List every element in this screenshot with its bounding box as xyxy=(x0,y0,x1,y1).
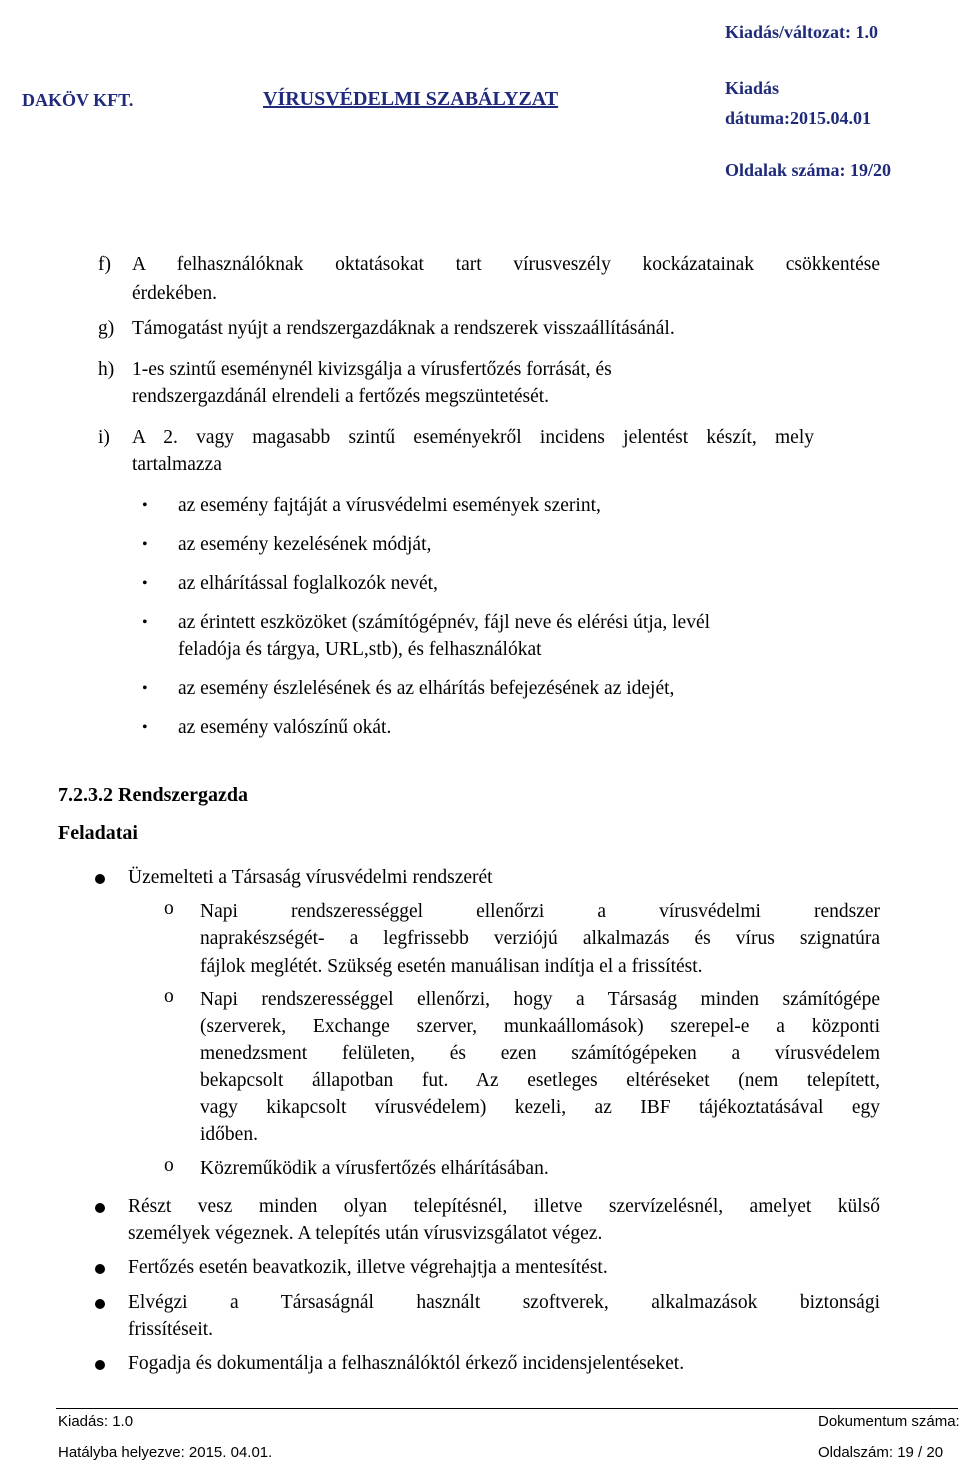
sub-task-item-cont: (szerverek, Exchange szerver, munkaállomások) szerepel-e a központi xyxy=(200,1016,880,1037)
footer-divider xyxy=(56,1408,958,1409)
sub-bullet-icon: o xyxy=(164,898,174,919)
task-item: Elvégzi a Társaságnál használt szoftverek, alkalmazások biztonsági xyxy=(128,1292,880,1313)
sub-bullet-icon: o xyxy=(164,986,174,1007)
section-subheading: Feladatai xyxy=(58,822,138,844)
item-h-label: h) xyxy=(98,359,115,380)
sub-task-item-cont: menedzsment felületen, és ezen számítógépeken a vírusvédelem xyxy=(200,1043,880,1064)
item-g-label: g) xyxy=(98,318,115,339)
version-label: Kiadás/változat: 1.0 xyxy=(725,22,878,42)
sub-task-item: Közreműködik a vírusfertőzés elhárításában. xyxy=(200,1158,549,1179)
company-name: DAKÖV KFT. xyxy=(22,90,134,110)
bullet-icon xyxy=(95,1299,105,1309)
report-item-cont: feladója és tárgya, URL,stb), és felhasználókat xyxy=(178,639,542,660)
footer-version: Kiadás: 1.0 xyxy=(58,1413,134,1430)
item-f-label: f) xyxy=(98,254,111,275)
bullet-icon: • xyxy=(142,536,148,553)
task-item: Üzemelteti a Társaság vírusvédelmi rendszerét xyxy=(128,867,493,888)
task-item: Fogadja és dokumentálja a felhasználóktól érkező incidensjelentéseket. xyxy=(128,1353,685,1374)
report-item: az elhárítással foglalkozók nevét, xyxy=(178,573,438,594)
bullet-icon xyxy=(95,874,105,884)
bullet-icon xyxy=(95,1264,105,1274)
sub-task-item-cont: időben. xyxy=(200,1124,258,1145)
item-f-text-cont: érdekében. xyxy=(132,283,217,304)
sub-task-item-cont: vagy kikapcsolt vírusvédelem) kezeli, az IBF tájékoztatásával egy xyxy=(200,1097,880,1118)
footer-doc-number: Dokumentum száma: xyxy=(818,1413,960,1430)
bullet-icon: • xyxy=(142,497,148,514)
issue-date-label: Kiadás xyxy=(725,78,780,98)
item-f-text: A felhasználóknak oktatásokat tart vírusveszély kockázatainak csökkentése xyxy=(132,254,880,275)
sub-task-item: Napi rendszerességgel ellenőrzi, hogy a Társaság minden számítógépe xyxy=(200,989,880,1010)
bullet-icon: • xyxy=(142,575,148,592)
bullet-icon: • xyxy=(142,680,148,697)
issue-date-value: dátuma:2015.04.01 xyxy=(725,108,872,128)
section-heading: 7.2.3.2 Rendszergazda xyxy=(58,784,248,806)
item-g-text: Támogatást nyújt a rendszergazdáknak a rendszerek visszaállításánál. xyxy=(132,318,675,339)
item-i-text: A 2. vagy magasabb szintű eseményekről incidens jelentést készít, mely xyxy=(132,427,814,448)
report-item: az esemény kezelésének módját, xyxy=(178,534,432,555)
item-i-text-cont: tartalmazza xyxy=(132,454,222,475)
footer-page-number: Oldalszám: 19 / 20 xyxy=(818,1444,944,1461)
bullet-icon: • xyxy=(142,614,148,631)
item-i-label: i) xyxy=(98,427,110,448)
sub-task-item-cont: bekapcsolt állapotban fut. Az esetleges eltéréseket (nem telepített, xyxy=(200,1070,880,1091)
report-item: az esemény valószínű okát. xyxy=(178,717,392,738)
page-count: Oldalak száma: 19/20 xyxy=(725,160,892,180)
bullet-icon xyxy=(95,1360,105,1370)
item-h-text: 1-es szintű eseménynél kivizsgálja a vírusfertőzés forrását, és xyxy=(132,359,612,380)
task-item-cont: frissítéseit. xyxy=(128,1319,214,1340)
sub-task-item: Napi rendszerességgel ellenőrzi a vírusvédelmi rendszer xyxy=(200,901,880,922)
item-h-text-cont: rendszergazdánál elrendeli a fertőzés megszüntetését. xyxy=(132,386,550,407)
report-item: az érintett eszközöket (számítógépnév, fájl neve és elérési útja, levél xyxy=(178,612,711,633)
task-item: Részt vesz minden olyan telepítésnél, illetve szervízelésnél, amelyet külső xyxy=(128,1196,880,1217)
sub-task-item-cont: naprakészségét- a legfrissebb verziójú alkalmazás és vírus szignatúra xyxy=(200,928,880,949)
document-title: VÍRUSVÉDELMI SZABÁLYZAT xyxy=(263,88,559,110)
footer-effective-date: Hatályba helyezve: 2015. 04.01. xyxy=(58,1444,273,1461)
task-item: Fertőzés esetén beavatkozik, illetve végrehajtja a mentesítést. xyxy=(128,1257,608,1278)
sub-task-item-cont: fájlok meglétét. Szükség esetén manuálisan indítja el a frissítést. xyxy=(200,956,703,977)
report-item: az esemény észlelésének és az elhárítás befejezésének az idejét, xyxy=(178,678,675,699)
bullet-icon: • xyxy=(142,719,148,736)
report-item: az esemény fajtáját a vírusvédelmi események szerint, xyxy=(178,495,601,516)
task-item-cont: személyek végeznek. A telepítés után vírusvizsgálatot végez. xyxy=(128,1223,603,1244)
sub-bullet-icon: o xyxy=(164,1155,174,1176)
bullet-icon xyxy=(95,1203,105,1213)
